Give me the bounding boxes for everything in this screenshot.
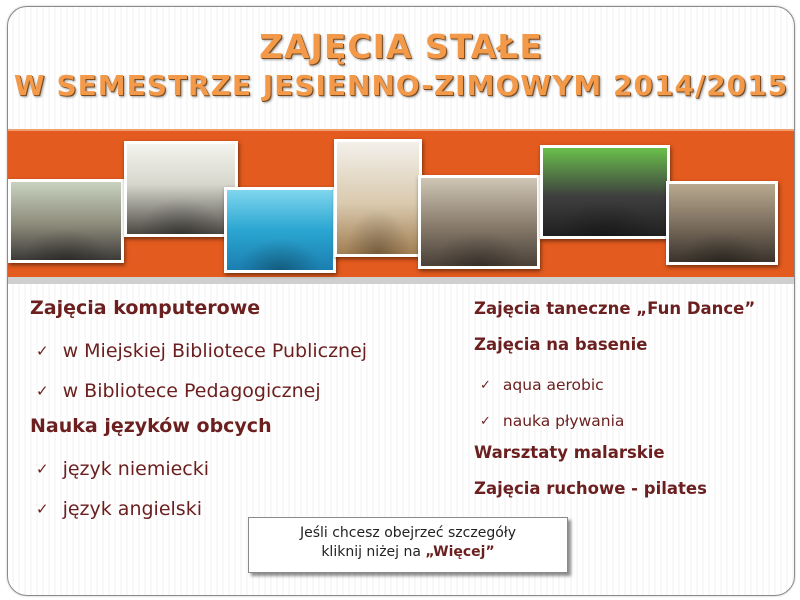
section-heading: Nauka języków obcych [30, 415, 272, 437]
photo-dance-group [334, 139, 422, 257]
more-info-box[interactable] [248, 517, 568, 573]
photo-banner [8, 129, 794, 284]
right-column [474, 295, 755, 511]
section-heading: Warsztaty malarskie [474, 443, 665, 462]
checkmark-icon: ✓ [36, 342, 49, 360]
checkmark-icon: ✓ [480, 413, 491, 429]
list-item: ✓ język angielski [36, 498, 202, 520]
section-heading: Zajęcia taneczne „Fun Dance” [474, 299, 756, 318]
photo-painting-workshop [418, 175, 540, 269]
checkmark-icon: ✓ [480, 377, 491, 393]
photo-pilates-group [540, 145, 670, 239]
checkmark-icon: ✓ [36, 460, 49, 478]
slide-subtitle: W SEMESTRZE JESIENNO-ZIMOWYM 2014/2015 [13, 69, 789, 102]
left-column [30, 293, 367, 529]
section-heading: Zajęcia na basenie [474, 335, 648, 354]
list-item: ✓ nauka pływania [480, 412, 625, 430]
info-text-line2: kliknij niżej na „Więcej” [321, 544, 495, 560]
checkmark-icon: ✓ [36, 500, 49, 518]
list-item: ✓ w Miejskiej Bibliotece Publicznej [36, 340, 368, 362]
photo-language-class [666, 181, 778, 265]
checkmark-icon: ✓ [36, 382, 49, 400]
slide-title: ZAJĘCIA STAŁE [259, 27, 543, 66]
photo-computer-class [8, 179, 124, 263]
list-item: ✓ w Bibliotece Pedagogicznej [36, 380, 321, 402]
list-item: ✓ aqua aerobic [480, 376, 604, 394]
photo-library-group [124, 141, 238, 237]
section-heading: Zajęcia komputerowe [30, 297, 261, 319]
photo-pool-class [224, 187, 336, 273]
slide-card [7, 6, 795, 596]
section-heading: Zajęcia ruchowe - pilates [474, 479, 707, 498]
list-item: ✓ język niemiecki [36, 458, 210, 480]
info-text-line1: Jeśli chcesz obejrzeć szczegóły [299, 525, 517, 541]
more-link[interactable]: „Więcej” [425, 544, 495, 560]
